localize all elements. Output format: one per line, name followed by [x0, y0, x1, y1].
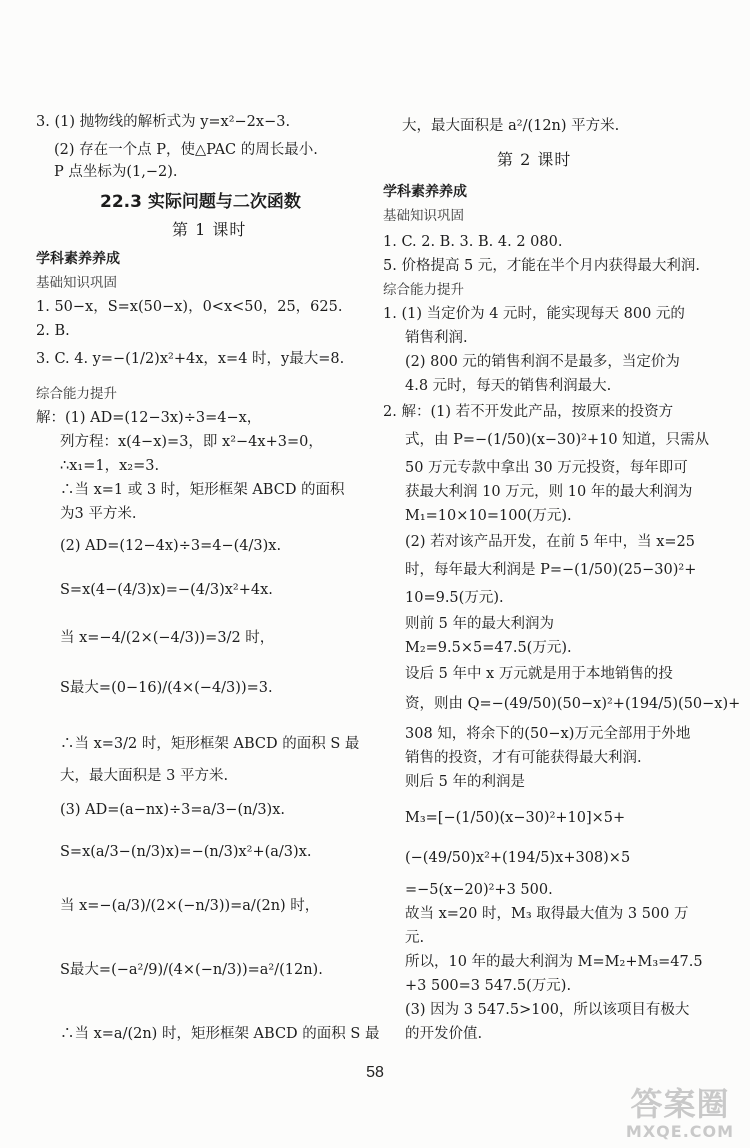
right-line-26: 则后 5 年的利润是	[405, 774, 525, 790]
left-line-14: ∴x₁=1，x₂=3.	[60, 458, 160, 474]
right-line-16: M₁=10×10=100(万元).	[405, 508, 572, 524]
right-line-29: =−5(x−20)²+3 500.	[405, 882, 553, 898]
left-line-3: P 点坐标为(1,−2).	[54, 164, 178, 180]
right-line-31: 元.	[405, 930, 425, 946]
right-line-10: (2) 800 元的销售利润不是最多，当定价为	[405, 354, 680, 370]
right-line-19: 10=9.5(万元).	[405, 590, 504, 606]
left-line-24: S=x(a/3−(n/3)x)=−(n/3)x²+(a/3)x.	[60, 844, 312, 860]
left-line-18: S=x(4−(4/3)x)=−(4/3)x²+4x.	[60, 582, 273, 598]
right-line-35: 的开发价值.	[405, 1026, 483, 1042]
left-line-21: ∴当 x=3/2 时，矩形框架 ABCD 的面积 S 最	[60, 736, 360, 752]
right-line-18: 时，每年最大利润是 P=−(1/50)(25−30)²+	[405, 562, 697, 578]
right-line-11: 4.8 元时，每天的销售利润最大.	[405, 378, 612, 394]
left-line-16: 为3 平方米.	[60, 506, 137, 522]
watermark-url: MXQE.COM	[625, 1122, 735, 1141]
right-line-30: 故当 x=20 时，M₃ 取得最大值为 3 500 万	[405, 906, 689, 922]
left-line-12: 解：(1) AD=(12−3x)÷3=4−x，	[36, 410, 262, 426]
left-line-7: 基础知识巩固	[36, 275, 117, 291]
right-line-20: 则前 5 年的最大利润为	[405, 616, 554, 632]
page-number: 58	[366, 1064, 384, 1081]
left-line-6: 学科素养养成	[36, 251, 120, 267]
left-line-9: 2. B.	[36, 323, 70, 339]
left-line-2: (2) 存在一个点 P，使△PAC 的周长最小.	[54, 142, 318, 158]
right-line-8: 1. (1) 当定价为 4 元时，能实现每天 800 元的	[383, 306, 685, 322]
right-line-34: (3) 因为 3 547.5>100，所以该项目有极大	[405, 1002, 690, 1018]
left-line-25: 当 x=−(a/3)/(2×(−n/3))=a/(2n) 时，	[60, 898, 320, 914]
left-line-19: 当 x=−4/(2×(−4/3))=3/2 时，	[60, 630, 275, 646]
right-line-5: 1. C. 2. B. 3. B. 4. 2 080.	[383, 234, 563, 250]
right-line-22: 设后 5 年中 x 万元就是用于本地销售的投	[405, 666, 673, 682]
right-line-24: 308 知，将余下的(50−x)万元全部用于外地	[405, 726, 691, 742]
watermark-text: 答案圈	[630, 1085, 730, 1123]
right-line-28: (−(49/50)x²+(194/5)x+308)×5	[405, 850, 631, 866]
right-line-27: M₃=[−(1/50)(x−30)²+10]×5+	[405, 810, 626, 826]
right-line-32: 所以，10 年的最大利润为 M=M₂+M₃=47.5	[405, 954, 703, 970]
right-line-15: 获最大利润 10 万元，则 10 年的最大利润为	[405, 484, 693, 500]
left-line-10: 3. C. 4. y=−(1/2)x²+4x，x=4 时，y最大=8.	[36, 351, 345, 367]
right-line-25: 销售的投资，才有可能获得最大利润.	[405, 750, 642, 766]
left-line-13: 列方程：x(4−x)=3，即 x²−4x+3=0，	[60, 434, 323, 450]
left-line-22: 大，最大面积是 3 平方米.	[60, 768, 229, 784]
right-line-6: 5. 价格提高 5 元，才能在半个月内获得最大利润.	[383, 258, 700, 274]
right-line-13: 式，由 P=−(1/50)(x−30)²+10 知道，只需从	[405, 432, 710, 448]
left-line-20: S最大=(0−16)/(4×(−4/3))=3.	[60, 680, 273, 696]
left-line-11: 综合能力提升	[36, 386, 117, 402]
left-line-1: 3. (1) 抛物线的解析式为 y=x²−2x−3.	[36, 114, 291, 130]
left-line-5: 第 1 课时	[172, 220, 247, 239]
right-line-14: 50 万元专款中拿出 30 万元投资，每年即可	[405, 460, 688, 476]
right-line-4: 基础知识巩固	[383, 208, 464, 224]
left-line-4: 22.3 实际问题与二次函数	[100, 192, 301, 212]
left-line-23: (3) AD=(a−nx)÷3=a/3−(n/3)x.	[60, 802, 285, 818]
right-line-21: M₂=9.5×5=47.5(万元).	[405, 640, 572, 656]
right-line-7: 综合能力提升	[383, 282, 464, 298]
watermark-logo	[612, 1085, 748, 1145]
right-line-3: 学科素养养成	[383, 184, 467, 200]
left-line-15: ∴当 x=1 或 3 时，矩形框架 ABCD 的面积	[60, 482, 345, 498]
right-line-23: 资，则由 Q=−(49/50)(50−x)²+(194/5)(50−x)+	[405, 696, 741, 712]
left-line-27: ∴当 x=a/(2n) 时，矩形框架 ABCD 的面积 S 最	[60, 1026, 380, 1042]
left-line-26: S最大=(−a²/9)/(4×(−n/3))=a²/(12n).	[60, 962, 323, 978]
right-line-12: 2. 解：(1) 若不开发此产品，按原来的投资方	[383, 404, 674, 420]
right-line-2: 第 2 课时	[497, 150, 572, 169]
left-line-8: 1. 50−x，S=x(50−x)，0<x<50，25，625.	[36, 299, 343, 315]
right-line-1: 大，最大面积是 a²/(12n) 平方米.	[402, 118, 620, 134]
right-line-33: +3 500=3 547.5(万元).	[405, 978, 572, 994]
right-line-9: 销售利润.	[405, 330, 468, 346]
left-line-17: (2) AD=(12−4x)÷3=4−(4/3)x.	[60, 538, 282, 554]
right-line-17: (2) 若对该产品开发，在前 5 年中，当 x=25	[405, 534, 695, 550]
